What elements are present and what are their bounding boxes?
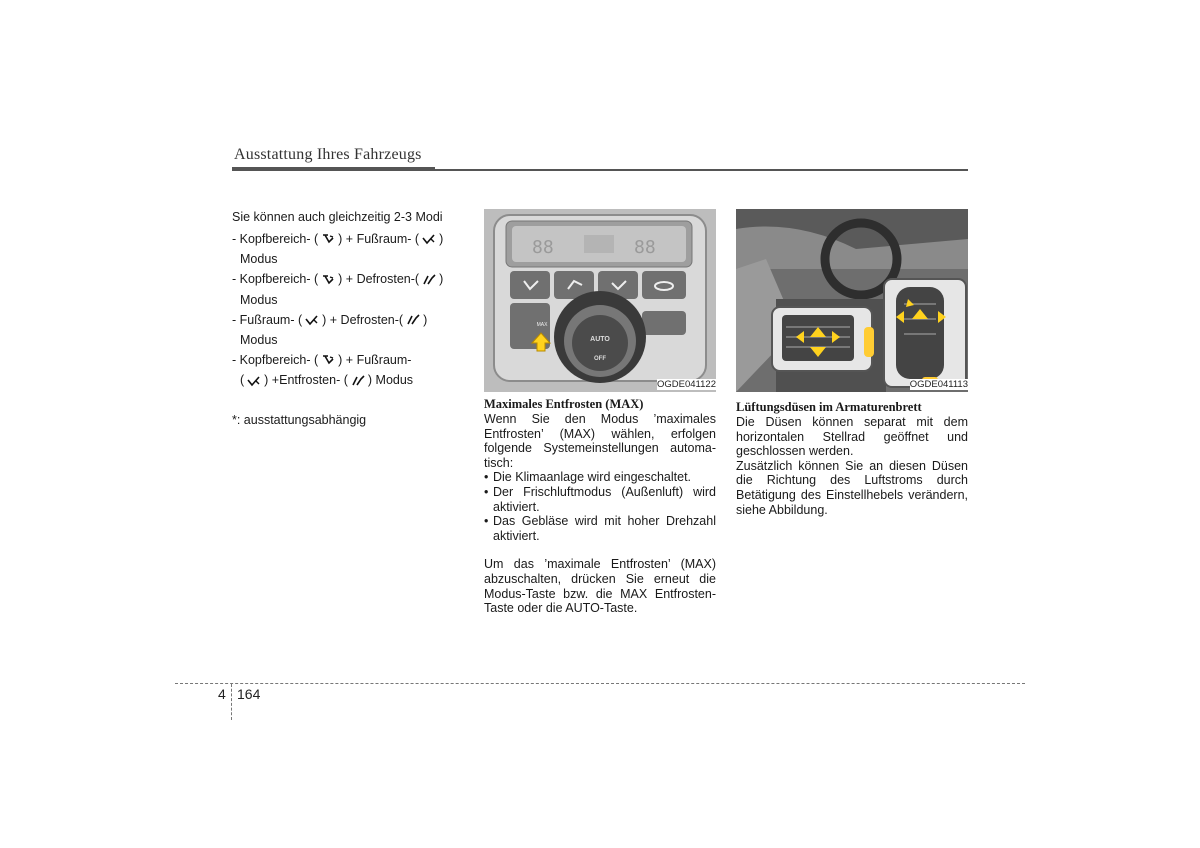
header-rule-thick [232, 167, 435, 171]
footnote: *: ausstattungsabhängig [232, 413, 367, 428]
footer-rule [175, 683, 1025, 684]
mode-item-3-suffix: Modus [240, 332, 278, 347]
vents-column [736, 400, 968, 517]
list-item: • Die Klimaanlage wird eingeschaltet. [484, 470, 692, 485]
mode-item-2: - Kopfbereich- ( ) + Defrosten-( ) [232, 272, 444, 287]
dashboard-vents-image [736, 209, 968, 392]
mode-item-1-suffix: Modus [240, 252, 278, 267]
svg-text:OFF: OFF [594, 356, 606, 362]
mode-item-4-cont: ( ) +Entfrosten- ( ) Modus [240, 373, 414, 388]
header-rule-thin [435, 169, 968, 171]
intro-text: Sie können auch gleichzeitig 2-3 Modi [232, 209, 443, 224]
list-item: • Der Frischluftmodus (Außenluft) wird aktiviert. [484, 484, 716, 514]
max-defrost-column [484, 397, 716, 616]
mode-item-1: - Kopfbereich- ( ) + Fußraum- ( ) [232, 231, 444, 246]
paragraph: Zusätzlich können Sie an diesen Düsen die Richtung des Luftstroms durch Betätigung des Einstellhebels verändern, siehe Abbildung. [736, 458, 968, 517]
page-number: 164 [237, 686, 261, 702]
climate-panel-illustration [484, 209, 716, 392]
svg-text:AUTO: AUTO [590, 336, 610, 343]
mode-item-2-suffix: Modus [240, 292, 278, 307]
page-header-title: Ausstattung Ihres Fahrzeugs [234, 146, 422, 163]
floor-vent-icon [421, 232, 437, 246]
list-item: • Das Gebläse wird mit hoher Drehzahl aktiviert. [484, 514, 716, 543]
face-vent-icon [320, 273, 336, 287]
face-vent-icon [320, 232, 336, 246]
section-number: 4 [218, 686, 226, 702]
paragraph: Wenn Sie den Modus ’maximales Entfrosten’ (MAX) wählen, erfolgen folgende Systemeinstellungen automa-tisch: [484, 412, 716, 470]
mode-combinations-column [232, 207, 462, 431]
floor-vent-icon [304, 313, 320, 327]
defrost-vent-icon [421, 273, 437, 287]
paragraph: Die Düsen können separat mit dem horizontalen Stellrad geöffnet und geschlossen werden. [736, 415, 968, 459]
svg-text:MAX: MAX [536, 322, 548, 328]
section-heading: Lüftungsdüsen im Armaturenbrett [736, 400, 922, 414]
svg-text:88: 88 [532, 237, 554, 258]
mode-item-3: - Fußraum- ( ) + Defrosten-( ) [232, 312, 428, 327]
image-code: OGDE041113 [909, 379, 968, 390]
section-heading: Maximales Entfrosten (MAX) [484, 397, 644, 411]
svg-text:88: 88 [634, 237, 656, 258]
mode-item-4: - Kopfbereich- ( ) + Fußraum- [232, 353, 412, 368]
defrost-vent-icon [405, 313, 421, 327]
face-vent-icon [320, 353, 336, 367]
image-code: OGDE041122 [657, 379, 716, 390]
paragraph: Um das ’maximale Entfrosten’ (MAX) abzuschalten, drücken Sie erneut die Modus-Taste bzw. die MAX Entfrosten-Taste oder die AUTO-Taste. [484, 557, 716, 616]
footer-divider [231, 684, 232, 720]
defrost-vent-icon [350, 374, 366, 388]
climate-panel-image [484, 209, 716, 392]
dashboard-vents-illustration [736, 209, 968, 392]
floor-vent-icon [246, 374, 262, 388]
